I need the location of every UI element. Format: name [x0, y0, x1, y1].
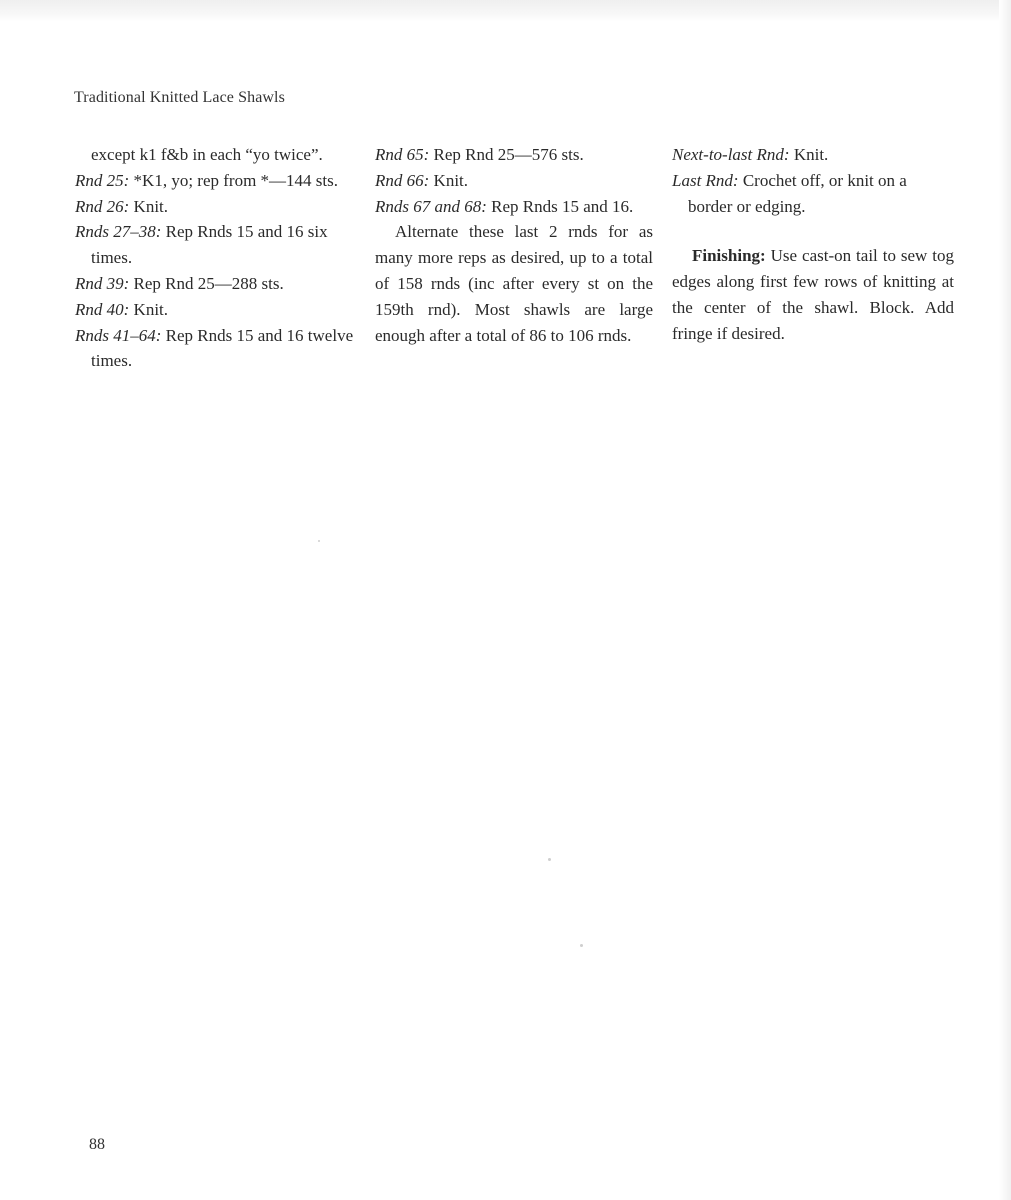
instruction-rnds-67-68 — [375, 194, 653, 220]
text-column-3 — [672, 142, 954, 347]
entry-label: Rnd 39: — [75, 273, 130, 293]
entry-label: Rnd 25: — [75, 170, 130, 190]
entry-label: Rnds 27–38: — [75, 222, 162, 242]
entry-text: Crochet off, or knit on a border or edging. — [688, 170, 907, 216]
entry-text: Rep Rnd 25—288 sts. — [129, 273, 284, 293]
entry-text: Knit. — [129, 299, 169, 319]
scan-speck — [580, 944, 583, 947]
paragraph-spacer — [672, 219, 954, 243]
entry-label: Next-to-last Rnd: — [672, 145, 790, 164]
instruction-rnd-66 — [375, 168, 653, 194]
instruction-next-to-last-rnd — [672, 142, 954, 168]
entry-label: Rnd 66: — [375, 170, 430, 190]
page-number: 88 — [89, 1136, 105, 1153]
instruction-rnd-65 — [375, 142, 653, 168]
entry-text: Rep Rnds 15 and 16 six times. — [91, 222, 328, 268]
finishing-text: Use cast-on tail to sew tog edges along first few rows of knitting at the center of the shawl. Block. Add fringe if desired. — [672, 246, 954, 343]
entry-label: Rnds 41–64: — [75, 325, 162, 345]
entry-text: Rep Rnds 15 and 16. — [486, 196, 634, 216]
running-head: Traditional Knitted Lace Shawls — [74, 89, 285, 106]
instruction-rnds-41-64 — [75, 323, 355, 375]
finishing-label: Finishing: — [692, 246, 766, 266]
entry-text: except k1 f&b in each “yo twice”. — [91, 145, 323, 164]
entry-label: Rnd 65: — [375, 145, 430, 164]
scan-speck — [548, 858, 551, 861]
instruction-rnds-27-38 — [75, 219, 355, 271]
entry-label: Rnd 26: — [75, 196, 130, 216]
alternate-paragraph: Alternate these last 2 rnds for as many more reps as desired, up to a total of 158 rnds (inc after every st on the 159th rnd). Most shawls are large enough after a total of 86 to 106 rnds. — [375, 222, 653, 345]
entry-text: Rep Rnd 25—576 sts. — [429, 145, 584, 164]
entry-text: Knit. — [429, 170, 469, 190]
entry-text: Knit. — [789, 145, 829, 164]
instruction-last-rnd — [672, 168, 954, 220]
instruction-rnd-40 — [75, 297, 355, 323]
text-column-2 — [375, 142, 653, 348]
finishing-paragraph — [672, 243, 954, 346]
instruction-rnd-39 — [75, 271, 355, 297]
text-column-1 — [75, 142, 355, 374]
entry-text: Rep Rnds 15 and 16 twelve times. — [91, 325, 354, 371]
scan-speck — [318, 540, 320, 542]
scan-top-edge — [0, 0, 1011, 22]
entry-text: Knit. — [129, 196, 169, 216]
entry-text: *K1, yo; rep from *—144 sts. — [129, 170, 339, 190]
instruction-rnd-26 — [75, 194, 355, 220]
continued-line — [75, 142, 355, 168]
entry-label: Rnd 40: — [75, 299, 130, 319]
scan-right-edge — [999, 0, 1011, 1200]
instruction-rnd-25 — [75, 168, 355, 194]
entry-label: Last Rnd: — [672, 170, 739, 190]
entry-label: Rnds 67 and 68: — [375, 196, 487, 216]
